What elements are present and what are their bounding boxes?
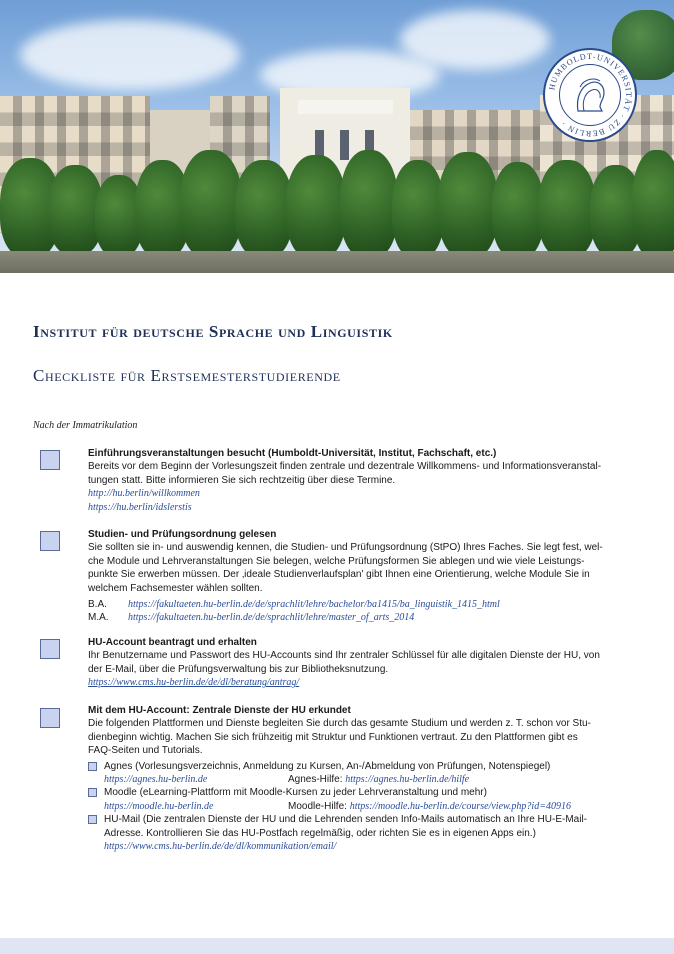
service-moodle [88,786,636,813]
checkbox-hu-mail[interactable] [88,815,97,824]
item-text-line: che Module und Lehrveranstaltungen Sie belegen, welche Prüfungsformen Sie ablegen und wie viele Leistungs- [88,555,585,567]
service-text: Moodle (eLearning-Plattform mit Moodle-Kursen zu jeder Lehrveranstaltung und mehr) [104,787,487,799]
help-label: Agnes-Hilfe: [288,774,343,786]
institute-title: Institut für deutsche Sprache und Linguistik [33,322,393,341]
checklist-item [88,528,636,625]
help-label: Moodle-Hilfe: [288,800,347,812]
link-agnes[interactable]: https://agnes.hu-berlin.de [104,774,208,786]
item-text-line: FAQ-Seiten und Tutorials. [88,745,203,757]
link-idslerstis[interactable]: https://hu.berlin/idslerstis [88,501,192,513]
checklist-item [88,636,636,690]
link-ma-stpo[interactable]: https://fakultaeten.hu-berlin.de/de/sprachlit/lehre/master_of_arts_2014 [128,612,415,624]
degree-label: M.A. [88,612,109,624]
checkbox-einfuehrung[interactable] [40,450,60,470]
footer-band [0,938,674,954]
service-text: Agnes (Vorlesungsverzeichnis, Anmeldung zu Kursen, An-/Abmeldung von Prüfungen, Notenspiegel) [104,760,551,772]
item-text-line: dienbeginn wichtig. Machen Sie sich frühzeitig mit Struktur und Funktionen vertraut. Zu den Plattformen gibt es [88,731,578,743]
item-heading: HU-Account beantragt und erhalten [88,637,257,648]
item-heading: Einführungsveranstaltungen besucht (Humboldt-Universität, Institut, Fachschaft, etc.) [88,448,497,459]
item-text-line: punkte Sie erwerben müssen. Der ‚ideale Studienverlaufsplan' gibt Ihnen eine Orientierung, welche Module Sie in [88,569,590,581]
item-text-line: tungen statt. Bitte informieren Sie sich rechtzeitig über diese Termine. [88,474,396,486]
portrait-icon [559,64,621,126]
service-text: HU-Mail (Die zentralen Dienste der HU und die Lehrenden senden Info-Mails automatisch an Ihre HU-E-Mail- [104,814,587,826]
checklist-item [88,704,636,853]
seal-text: HUMBOLDT-UNIVERSITÄT · ZU BERLIN · [547,51,633,139]
item-text-line: der E-Mail, über die Prüfungsverwaltung bis zur Bibliotheksnutzung. [88,663,389,675]
checkbox-agnes[interactable] [88,762,97,771]
service-hu-mail [88,813,636,853]
item-heading: Mit dem HU-Account: Zentrale Dienste der HU erkundet [88,705,351,716]
link-account-antrag[interactable]: https://www.cms.hu-berlin.de/de/dl/beratung/antrag/ [88,677,300,689]
link-moodle-hilfe[interactable]: https://moodle.hu-berlin.de/course/view.php?id=40916 [349,800,571,812]
item-text-line: Sie sollten sie in- und auswendig kennen, die Studien- und Prüfungsordnung (StPO) Ihres Faches. Sie legt fest, wel- [88,542,603,554]
degree-label: B.A. [88,599,107,611]
link-willkommen[interactable]: http://hu.berlin/willkommen [88,488,200,500]
section-label: Nach der Immatrikulation [33,420,138,431]
item-text-line: Ihr Benutzername und Passwort des HU-Accounts sind Ihr zentraler Schlüssel für alle digitalen Dienste der HU, von [88,650,600,662]
checklist-title: Checkliste für Erstsemesterstudierende [33,366,341,385]
link-ba-stpo[interactable]: https://fakultaeten.hu-berlin.de/de/sprachlit/lehre/bachelor/ba1415/ba_linguistik_1415_html [128,599,500,611]
item-text-line: welchem Fachsemester wählen sollten. [88,582,263,594]
link-agnes-hilfe[interactable]: https://agnes.hu-berlin.de/hilfe [345,774,470,786]
item-text-line: Die folgenden Plattformen und Dienste begleiten Sie durch das gesamte Studium und werden z. T. schon vor Stu- [88,718,591,730]
link-hu-mail[interactable]: https://www.cms.hu-berlin.de/de/dl/kommunikation/email/ [104,841,337,853]
university-seal [543,48,637,142]
link-moodle[interactable]: https://moodle.hu-berlin.de [104,800,214,812]
checkbox-stpo[interactable] [40,531,60,551]
checklist-item [88,447,636,514]
checkbox-moodle[interactable] [88,788,97,797]
service-agnes [88,760,636,787]
item-heading: Studien- und Prüfungsordnung gelesen [88,529,277,540]
item-text-line: Bereits vor dem Beginn der Vorlesungszeit finden zentrale und dezentrale Willkommens- und Informationsveranstal- [88,461,602,473]
checkbox-hu-account[interactable] [40,639,60,659]
checkbox-zentrale-dienste[interactable] [40,708,60,728]
service-text: Adresse. Kontrollieren Sie das HU-Postfach regelmäßig, oder richten Sie es in eigenen Apps ein.) [104,827,536,839]
